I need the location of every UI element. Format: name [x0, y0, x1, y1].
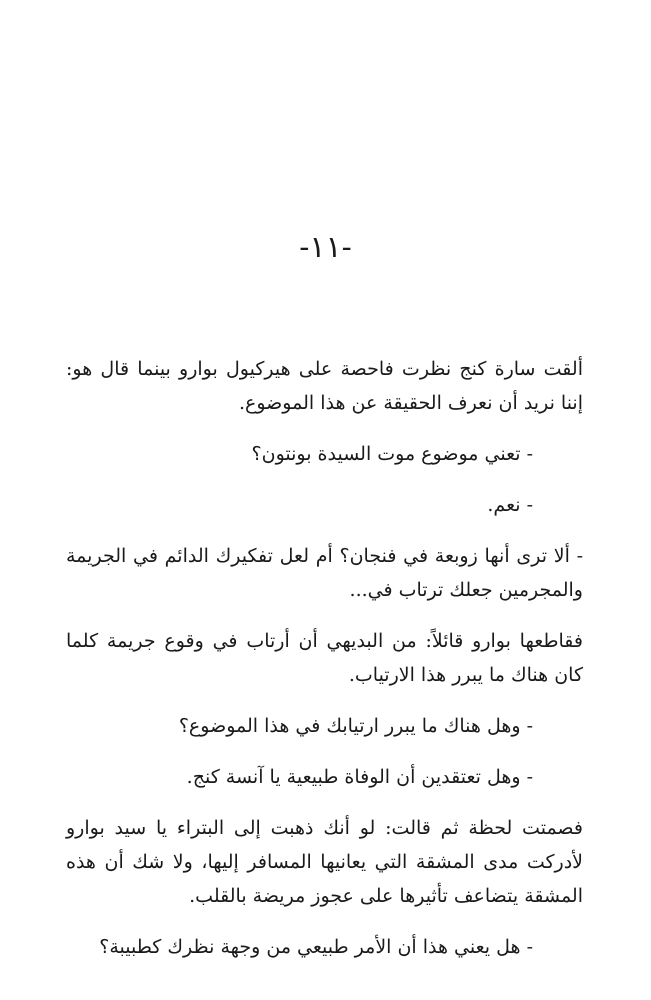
chapter-number: -١١-	[299, 230, 352, 265]
paragraph: - وهل هناك ما يبرر ارتيابك في هذا الموضوع؟	[178, 715, 533, 737]
paragraph: - ألا ترى أنها زوبعة في فنجان؟ أم لعل تفكيرك الدائم في الجريمة والمجرمين جعلك ترتاب في...	[66, 545, 583, 601]
paragraph: فقاطعها بوارو قائلاً: من البديهي أن أرتاب في وقوع جريمة كلما كان هناك ما يبرر هذا الارتياب.	[66, 630, 583, 686]
paragraph: - وهل تعتقدين أن الوفاة طبيعية يا آنسة كنج.	[186, 766, 533, 788]
paragraph: فصمتت لحظة ثم قالت: لو أنك ذهبت إلى البتراء يا سيد بوارو لأدركت مدى المشقة التي يعانيها المسافر إليها، ولا شك أن هذه المشقة يتضاعف تأثيرها على عجوز مريضة بالقلب.	[66, 817, 583, 907]
paragraph: - هل يعني هذا أن الأمر طبيعي من وجهة نظرك كطبيبة؟	[99, 936, 533, 958]
body-text	[66, 352, 583, 981]
paragraph: - تعني موضوع موت السيدة بونتون؟	[251, 443, 533, 465]
paragraph: - نعم.	[487, 494, 533, 516]
paragraph: ألقت سارة كنج نظرت فاحصة على هيركيول بوارو بينما قال هو: إننا نريد أن نعرف الحقيقة عن هذا الموضوع.	[66, 358, 583, 414]
